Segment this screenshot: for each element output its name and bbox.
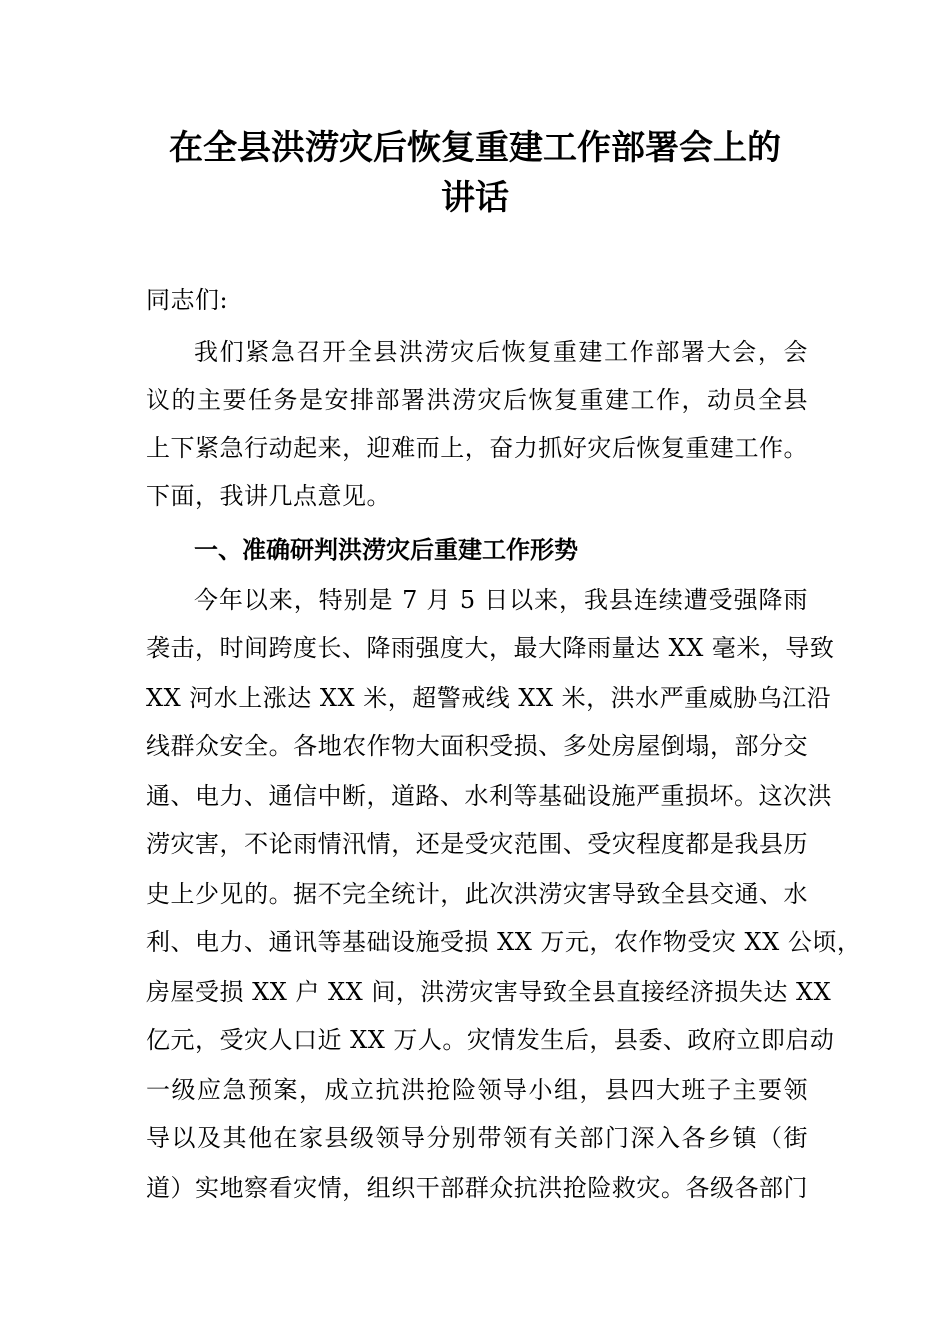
- section-1-line-3: XX 河水上涨达 XX 米，超警戒线 XX 米，洪水严重威胁乌江沿: [146, 684, 832, 712]
- section-1-line-7: 史上少见的。据不完全统计，此次洪涝灾害导致全县交通、水: [146, 880, 808, 908]
- intro-line-3: 上下紧急行动起来，迎难而上，奋力抓好灾后恢复重建工作。: [146, 434, 808, 462]
- section-1-line-2: 袭击，时间跨度长、降雨强度大，最大降雨量达 XX 毫米，导致: [146, 634, 835, 662]
- section-1-line-12: 导以及其他在家县级领导分别带领有关部门深入各乡镇（街: [146, 1124, 808, 1152]
- document-title-line-2: 讲话: [441, 178, 509, 218]
- document-title-line-1: 在全县洪涝灾后恢复重建工作部署会上的: [169, 128, 781, 168]
- intro-line-4: 下面，我讲几点意见。: [146, 482, 391, 510]
- salutation: 同志们:: [146, 286, 229, 314]
- section-1-line-1: 今年以来，特别是 7 月 5 日以来，我县连续遭受强降雨: [194, 586, 808, 614]
- section-1-line-9: 房屋受损 XX 户 XX 间，洪涝灾害导致全县直接经济损失达 XX: [146, 978, 832, 1006]
- section-1-line-5: 通、电力、通信中断，道路、水利等基础设施严重损坏。这次洪: [146, 782, 832, 810]
- section-1-line-13: 道）实地察看灾情，组织干部群众抗洪抢险救灾。各级各部门: [146, 1174, 808, 1202]
- section-1-line-10: 亿元，受灾人口近 XX 万人。灾情发生后，县委、政府立即启动: [146, 1026, 835, 1054]
- intro-line-2: 议的主要任务是安排部署洪涝灾后恢复重建工作，动员全县: [146, 386, 808, 414]
- section-1-line-11: 一级应急预案，成立抗洪抢险领导小组，县四大班子主要领: [146, 1076, 808, 1104]
- section-1-line-8: 利、电力、通讯等基础设施受损 XX 万元，农作物受灾 XX 公顷，: [146, 928, 862, 956]
- section-1-heading: 一、准确研判洪涝灾后重建工作形势: [194, 536, 578, 564]
- intro-line-1: 我们紧急召开全县洪涝灾后恢复重建工作部署大会，会: [194, 338, 808, 366]
- section-1-line-4: 线群众安全。各地农作物大面积受损、多处房屋倒塌，部分交: [146, 732, 808, 760]
- section-1-line-6: 涝灾害，不论雨情汛情，还是受灾范围、受灾程度都是我县历: [146, 830, 808, 858]
